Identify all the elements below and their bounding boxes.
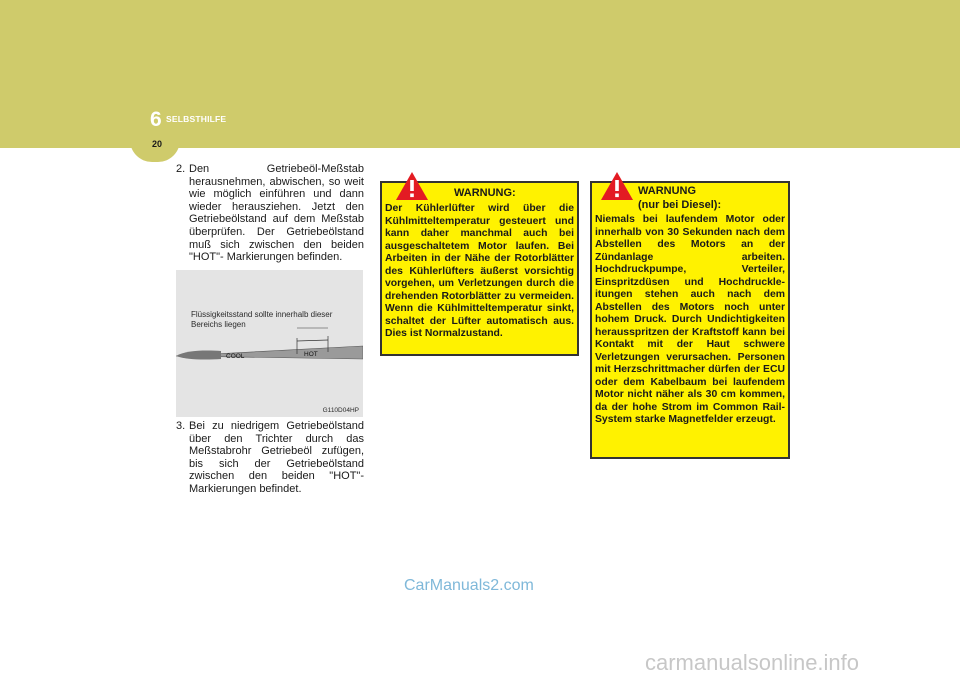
watermark-footer: carmanualsonline.info: [645, 650, 860, 675]
step-3: [176, 420, 364, 496]
warning-body: Der Kühlerlüfter wird über die Kühlmitteltemperatur gesteuert und kann daher manchmal auch bei ausgeschaltetem Motor laufen. Bei Arbeiten in der Nähe der Rotorblätter des Kühlerlüfters äußerst vorsichtig vorgehen, um Verletzungen durch die drehenden Rotorblätter zu vermeiden. Wenn die Kühlmitteltemperatur sinkt, schaltet der Lüfter automatisch aus. Dies ist Normalzustand.: [385, 203, 574, 339]
warning-title: WARNUNG: [638, 185, 697, 197]
step-2: [176, 163, 364, 264]
warning-subtitle: (nur bei Diesel):: [638, 199, 722, 211]
chapter-number: 6: [150, 108, 162, 131]
step-number: 3.: [176, 420, 186, 432]
step-number: 2.: [176, 163, 186, 175]
warning-box-diesel: [590, 181, 790, 459]
step-text: Den Getriebeöl-Meßstab herausnehmen, abwischen, so weit wie möglich einführen und dann wieder herausziehen. Jetzt den Getriebeölstand auf dem Meßstab überprüfen. Der Getriebeölstand muß sich zwischen den beiden "HOT"- Markierungen befinden.: [189, 163, 364, 264]
figure-code: G110D04HP: [322, 407, 359, 414]
page-number: 20: [152, 139, 163, 149]
dipstick-tip: [176, 351, 221, 360]
exclamation-icon: [395, 171, 429, 201]
warning-box-fan: [380, 181, 579, 356]
figure-caption: Flüssigkeitsstand sollte innerhalb dieser Bereichs liegen: [191, 310, 333, 329]
exclamation-icon: [600, 171, 634, 201]
header-band: [0, 0, 960, 148]
warning-title: WARNUNG:: [454, 187, 516, 199]
hot-label: HOT: [304, 351, 318, 358]
dipstick-figure: [176, 270, 363, 417]
step-text: Bei zu niedrigem Getriebeölstand über den Trichter durch das Meßstabrohr Getriebeöl zufügen, bis sich der Getriebeölstand zwischen den beiden "HOT"- Markierungen befindet.: [189, 420, 364, 495]
warning-body: Niemals bei laufendem Motor oder innerhalb von 30 Sekunden nach dem Abstellen des Motors an der Zündanlage arbeiten. Hochdruckpumpe, Verteiler, Einspritzdüsen und Hochdruckle-itungen stehen auch nach dem Abstellen des Motors noch unter hohem Druck. Durch Undichtigkeiten herausspritzen der Kraftstoff kann bei Kontakt mit der Haut schwere Verletzungen verursachen. Personen mit Herzschrittmacher dürfen der ECU oder dem Kabelbaum bei laufendem Motor nicht näher als 30 cm kommen, da der hohe Strom im Common Rail-System starke Magnetfelder erzeugt.: [595, 214, 785, 425]
watermark-link[interactable]: CarManuals2.com: [404, 577, 534, 594]
dipstick-illustration: [176, 270, 363, 417]
cool-label: COOL: [226, 353, 245, 360]
chapter-title: SELBSTHILFE: [166, 114, 227, 124]
hot-range-line: [297, 340, 328, 341]
